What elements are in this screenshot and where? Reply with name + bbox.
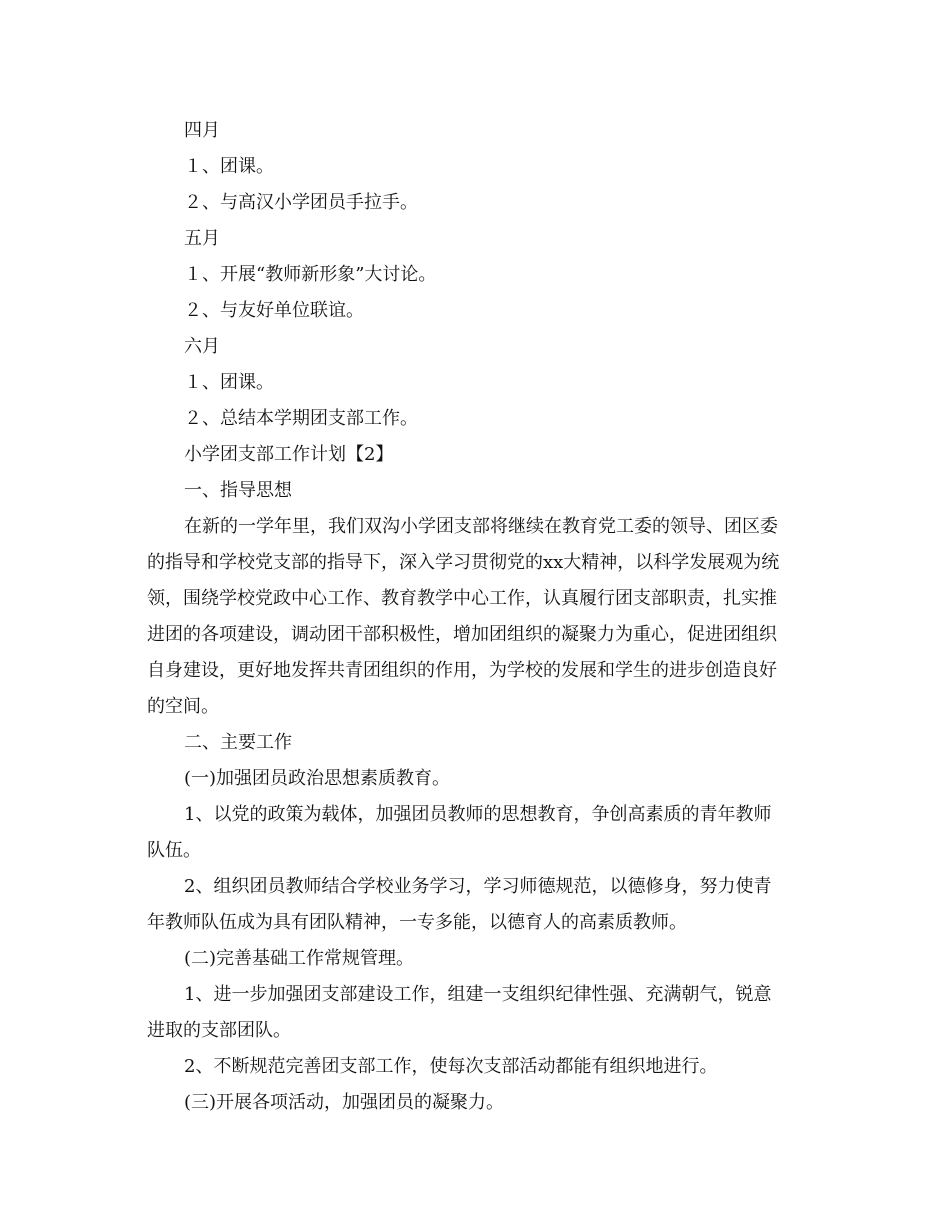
paragraph-line: 2、组织团员教师结合学校业务学习，学习师德规范，以德修身，努力使青 <box>184 876 772 897</box>
plan-title: 小学团支部工作计划【2】 <box>184 444 394 465</box>
paragraph-line: 年教师队伍成为具有团队精神，一专多能，以德育人的高素质教师。 <box>147 912 687 933</box>
paragraph-line: 1、进一步加强团支部建设工作，组建一支组织纪律性强、充满朝气，锐意 <box>184 984 772 1005</box>
paragraph-line: 进取的支部团队。 <box>147 1020 291 1041</box>
month-heading-april: 四月 <box>184 120 220 141</box>
subsection-2-item-1 <box>147 977 807 1049</box>
paragraph-line: 的空间。 <box>147 696 219 717</box>
paragraph-line: 的指导和学校党支部的指导下，深入学习贯彻党的xx大精神，以科学发展观为统 <box>147 552 780 573</box>
subsection-2-item-2: 2、不断规范完善团支部工作，使每次支部活动都能有组织地进行。 <box>184 1056 718 1077</box>
may-item-2: ２、与友好单位联谊。 <box>184 300 364 321</box>
april-item-1: １、团课。 <box>184 156 274 177</box>
paragraph-line: 1、以党的政策为载体，加强团员教师的思想教育，争创高素质的青年教师 <box>184 804 772 825</box>
subsection-heading-1: (一)加强团员政治思想素质教育。 <box>184 768 451 789</box>
subsection-1-item-1 <box>147 797 807 869</box>
paragraph-line: 自身建设，更好地发挥共青团组织的作用，为学校的发展和学生的进步创造良好 <box>147 660 777 681</box>
month-heading-may: 五月 <box>184 228 220 249</box>
april-item-2: ２、与高汉小学团员手拉手。 <box>184 192 418 213</box>
paragraph-line: 在新的一学年里，我们双沟小学团支部将继续在教育党工委的领导、团区委 <box>184 516 778 537</box>
section-heading-guiding: 一、指导思想 <box>184 480 292 501</box>
paragraph-line: 队伍。 <box>147 840 201 861</box>
subsection-heading-3: (三)开展各项活动，加强团员的凝聚力。 <box>184 1092 505 1113</box>
month-heading-june: 六月 <box>184 336 220 357</box>
subsection-heading-2: (二)完善基础工作常规管理。 <box>184 948 415 969</box>
june-item-2: ２、总结本学期团支部工作。 <box>184 408 418 429</box>
guiding-paragraph <box>147 509 807 725</box>
document-page <box>147 113 807 1121</box>
section-heading-main-work: 二、主要工作 <box>184 732 292 753</box>
subsection-1-item-2 <box>147 869 807 941</box>
paragraph-line: 进团的各项建设，调动团干部积极性，增加团组织的凝聚力为重心，促进团组织 <box>147 624 777 645</box>
paragraph-line: 领，围绕学校党政中心工作、教育教学中心工作，认真履行团支部职责，扎实推 <box>147 588 777 609</box>
june-item-1: １、团课。 <box>184 372 274 393</box>
may-item-1: １、开展“教师新形象”大讨论。 <box>184 264 437 285</box>
